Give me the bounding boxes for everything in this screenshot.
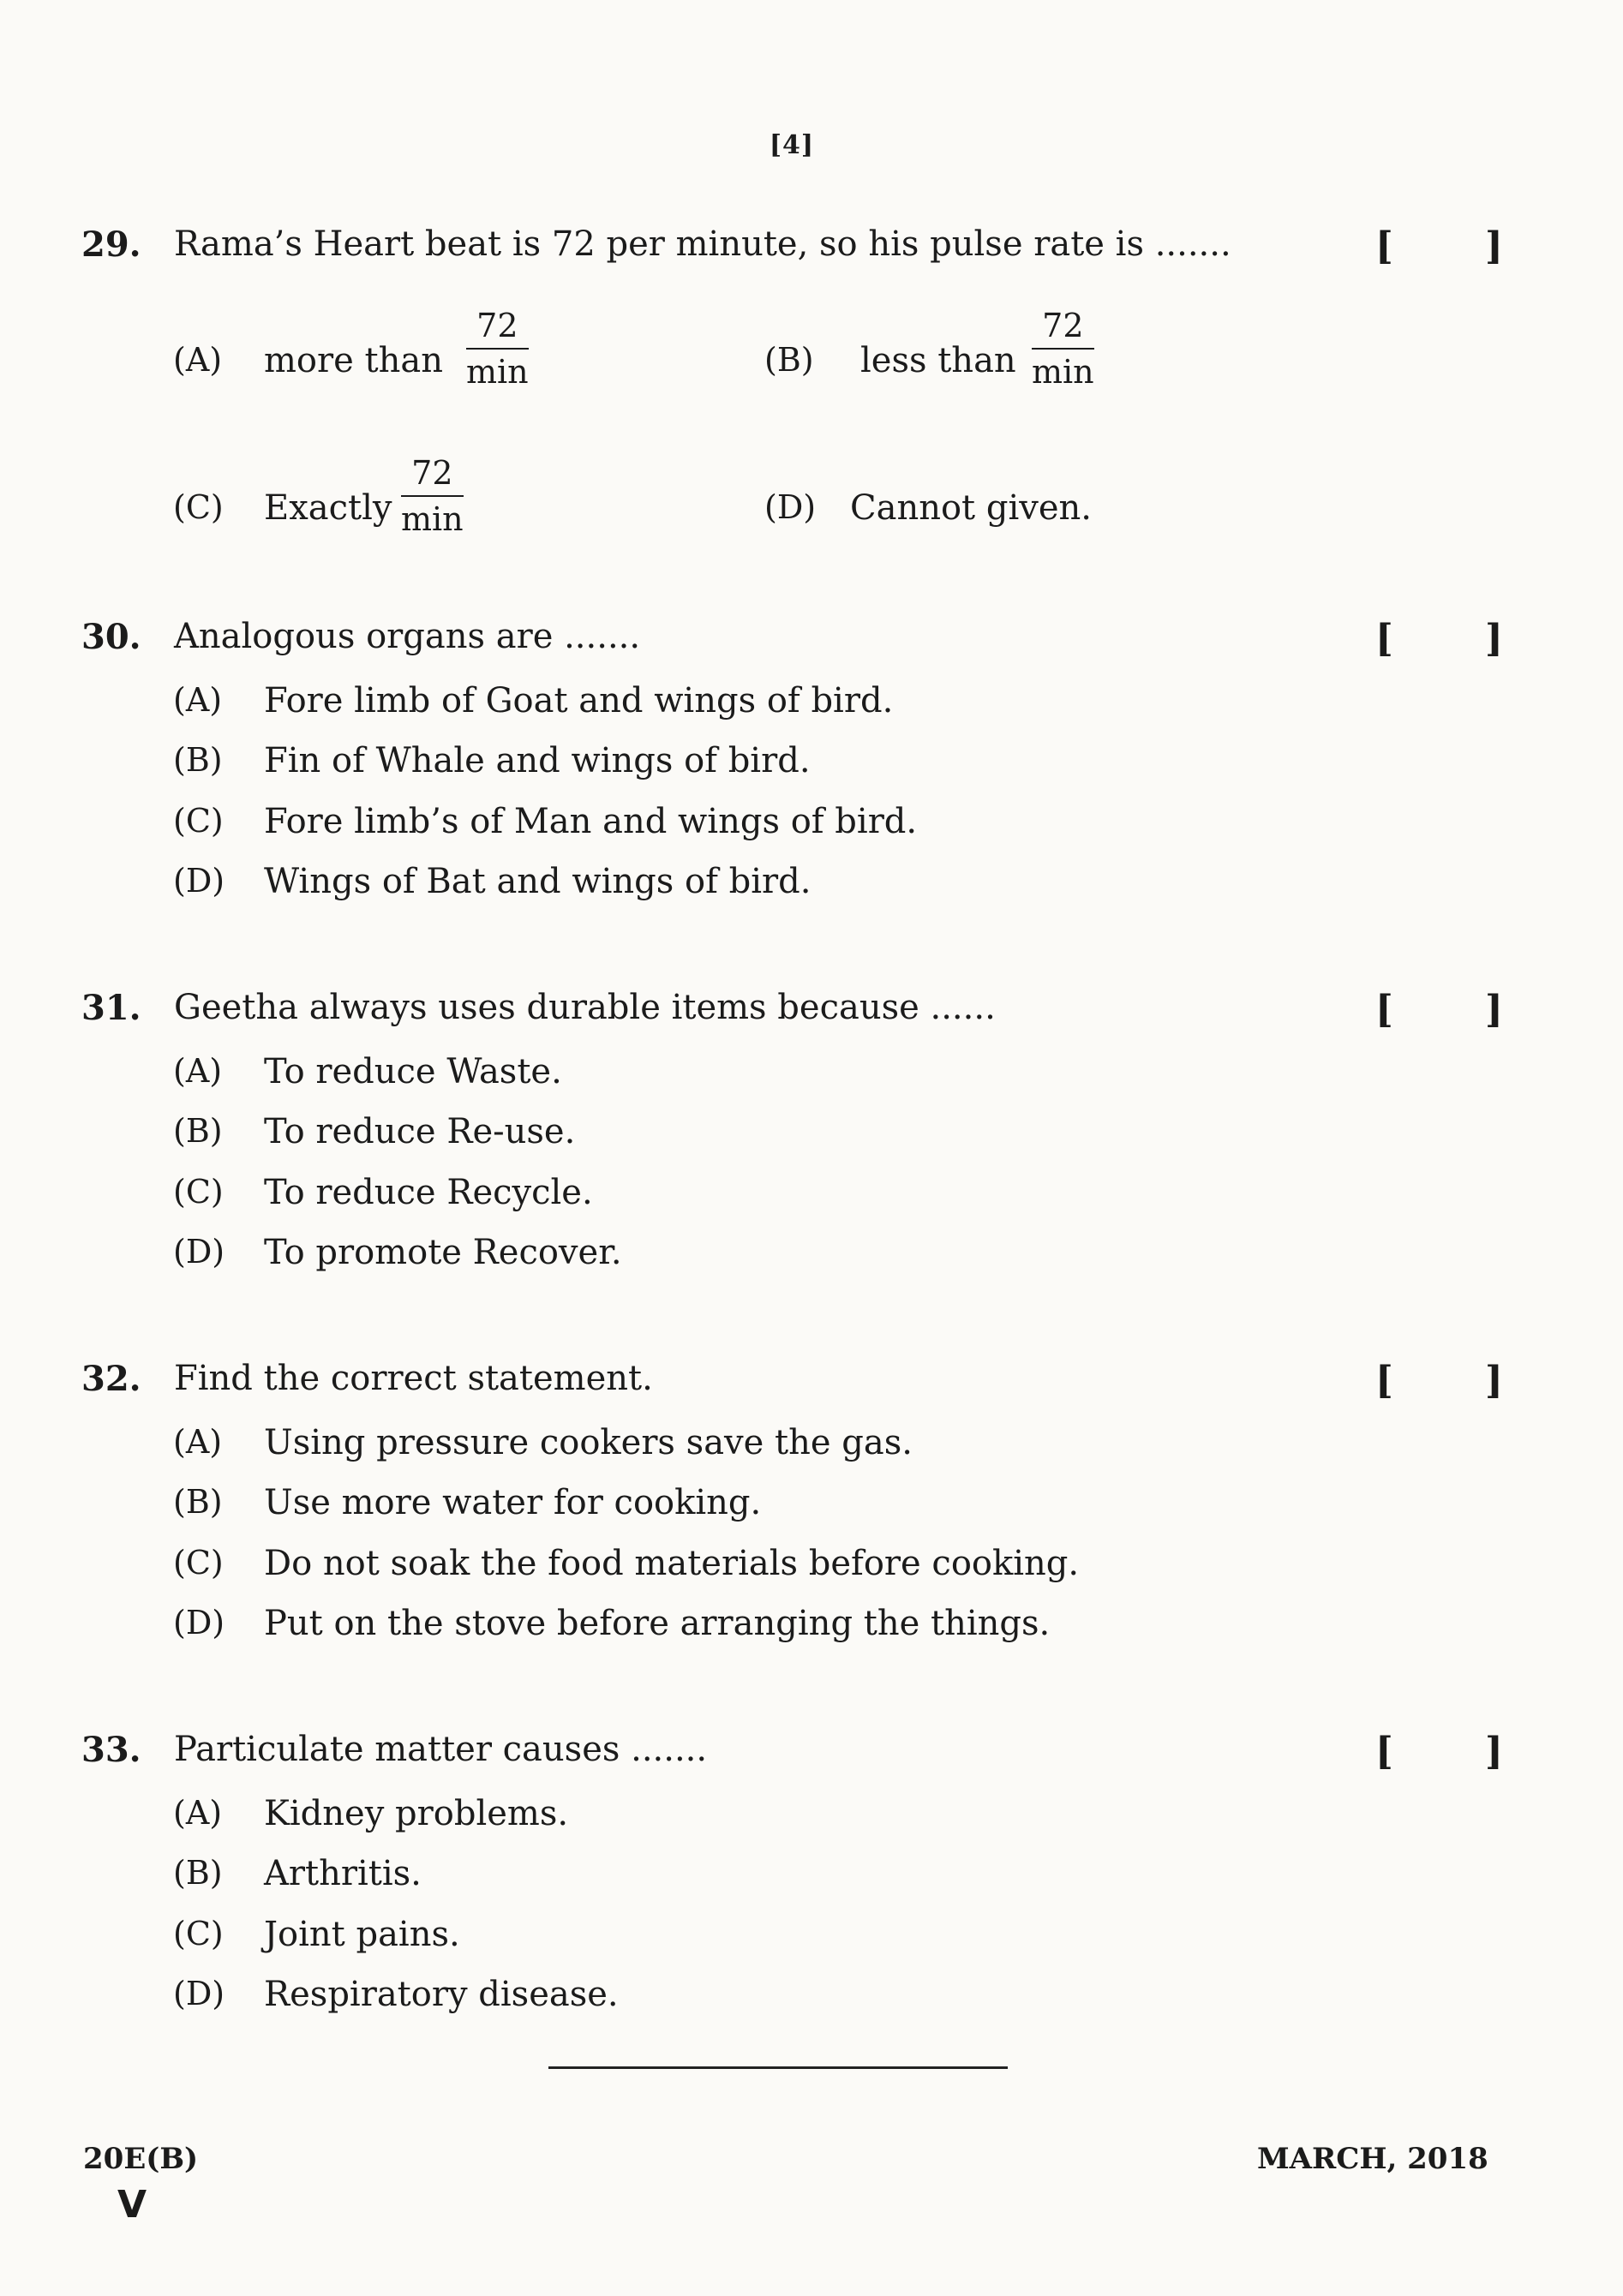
option-label: (B) <box>173 1854 223 1892</box>
option-c[interactable] <box>173 454 619 557</box>
answer-bracket-left: [ <box>1375 1730 1393 1773</box>
option-text: Using pressure cookers save the gas. <box>264 1423 913 1462</box>
option-a[interactable] <box>0 1052 1200 1103</box>
option-a[interactable] <box>0 681 1200 732</box>
option-d[interactable] <box>0 1604 1200 1655</box>
fraction-numerator: 72 <box>466 307 529 350</box>
answer-bracket-right: ] <box>1485 224 1503 268</box>
question-text: Rama’s Heart beat is 72 per minute, so his pulse rate is ....... <box>174 224 1231 264</box>
option-label: (A) <box>173 1794 223 1832</box>
fraction-denominator: min <box>466 353 529 391</box>
fraction-numerator: 72 <box>1032 307 1094 350</box>
option-b[interactable] <box>764 307 1210 410</box>
option-text: To reduce Re-use. <box>264 1112 576 1151</box>
option-text: To reduce Waste. <box>264 1052 562 1091</box>
answer-bracket-left: [ <box>1375 1359 1393 1402</box>
option-text: To promote Recover. <box>264 1233 622 1272</box>
option-text: less than <box>860 341 1016 380</box>
option-label: (A) <box>173 341 223 379</box>
option-label: (C) <box>173 802 224 840</box>
option-text: Put on the stove before arranging the things. <box>264 1604 1051 1643</box>
option-a[interactable] <box>0 1794 1200 1845</box>
question-text: Particulate matter causes ....... <box>174 1730 708 1769</box>
option-d[interactable] <box>0 1233 1200 1284</box>
option-c[interactable] <box>0 1915 1200 1966</box>
option-a[interactable] <box>0 1423 1200 1474</box>
option-label: (D) <box>173 1975 225 2012</box>
fraction-denominator: min <box>401 500 464 538</box>
option-text: Respiratory disease. <box>264 1975 619 2014</box>
answer-bracket-left: [ <box>1375 224 1393 268</box>
option-text: Joint pains. <box>264 1915 460 1954</box>
option-text: Fore limb of Goat and wings of bird. <box>264 681 894 720</box>
option-label: (D) <box>173 1604 225 1641</box>
question-text: Find the correct statement. <box>174 1359 653 1398</box>
question-number: 29. <box>81 224 141 265</box>
option-a[interactable] <box>173 307 619 410</box>
option-text: Fin of Whale and wings of bird. <box>264 741 811 780</box>
fraction-denominator: min <box>1032 353 1094 391</box>
answer-bracket-right: ] <box>1485 1359 1503 1402</box>
option-label: (B) <box>173 1112 223 1150</box>
question-number: 32. <box>81 1359 141 1399</box>
fraction <box>401 454 464 538</box>
answer-bracket-left: [ <box>1375 988 1393 1031</box>
option-text: Do not soak the food materials before cooking. <box>264 1544 1080 1583</box>
option-label: (D) <box>173 1233 225 1271</box>
option-d[interactable] <box>764 454 1210 557</box>
option-text: Wings of Bat and wings of bird. <box>264 862 812 901</box>
question-text: Analogous organs are ....... <box>174 617 641 656</box>
divider <box>548 2066 1008 2069</box>
fraction <box>1032 307 1094 391</box>
option-b[interactable] <box>0 1112 1200 1163</box>
question-number: 31. <box>81 988 141 1028</box>
option-d[interactable] <box>0 862 1200 913</box>
option-label: (A) <box>173 681 223 719</box>
option-label: (A) <box>173 1052 223 1090</box>
option-text: Fore limb’s of Man and wings of bird. <box>264 802 918 841</box>
fraction-numerator: 72 <box>401 454 464 497</box>
fraction <box>466 307 529 391</box>
option-b[interactable] <box>0 741 1200 792</box>
option-label: (C) <box>173 1915 224 1952</box>
option-text: more than <box>264 341 443 380</box>
option-c[interactable] <box>0 802 1200 853</box>
answer-bracket-left: [ <box>1375 617 1393 661</box>
page-number: [4] <box>769 130 815 160</box>
option-b[interactable] <box>0 1483 1200 1534</box>
version-mark: V <box>117 2183 147 2227</box>
question-number: 33. <box>81 1730 141 1770</box>
option-label: (C) <box>173 1544 224 1581</box>
option-text: Exactly <box>264 488 392 528</box>
option-text: Use more water for cooking. <box>264 1483 762 1522</box>
option-label: (A) <box>173 1423 223 1461</box>
question-text: Geetha always uses durable items because ...... <box>174 988 996 1027</box>
option-b[interactable] <box>0 1854 1200 1905</box>
option-label: (B) <box>173 1483 223 1521</box>
option-label: (C) <box>173 488 224 526</box>
option-label: (D) <box>173 862 225 900</box>
option-label: (D) <box>764 488 817 526</box>
exam-date: MARCH, 2018 <box>1257 2142 1488 2176</box>
option-label: (B) <box>173 741 223 779</box>
option-c[interactable] <box>0 1173 1200 1224</box>
option-text: To reduce Recycle. <box>264 1173 593 1212</box>
answer-bracket-right: ] <box>1485 1730 1503 1773</box>
option-text: Kidney problems. <box>264 1794 569 1833</box>
option-text: Arthritis. <box>264 1854 422 1893</box>
answer-bracket-right: ] <box>1485 617 1503 661</box>
option-text: Cannot given. <box>850 488 1092 528</box>
question-number: 30. <box>81 617 141 657</box>
option-d[interactable] <box>0 1975 1200 2026</box>
option-label: (B) <box>764 341 814 379</box>
paper-code: 20E(B) <box>83 2142 199 2176</box>
answer-bracket-right: ] <box>1485 988 1503 1031</box>
option-label: (C) <box>173 1173 224 1211</box>
option-c[interactable] <box>0 1544 1200 1595</box>
